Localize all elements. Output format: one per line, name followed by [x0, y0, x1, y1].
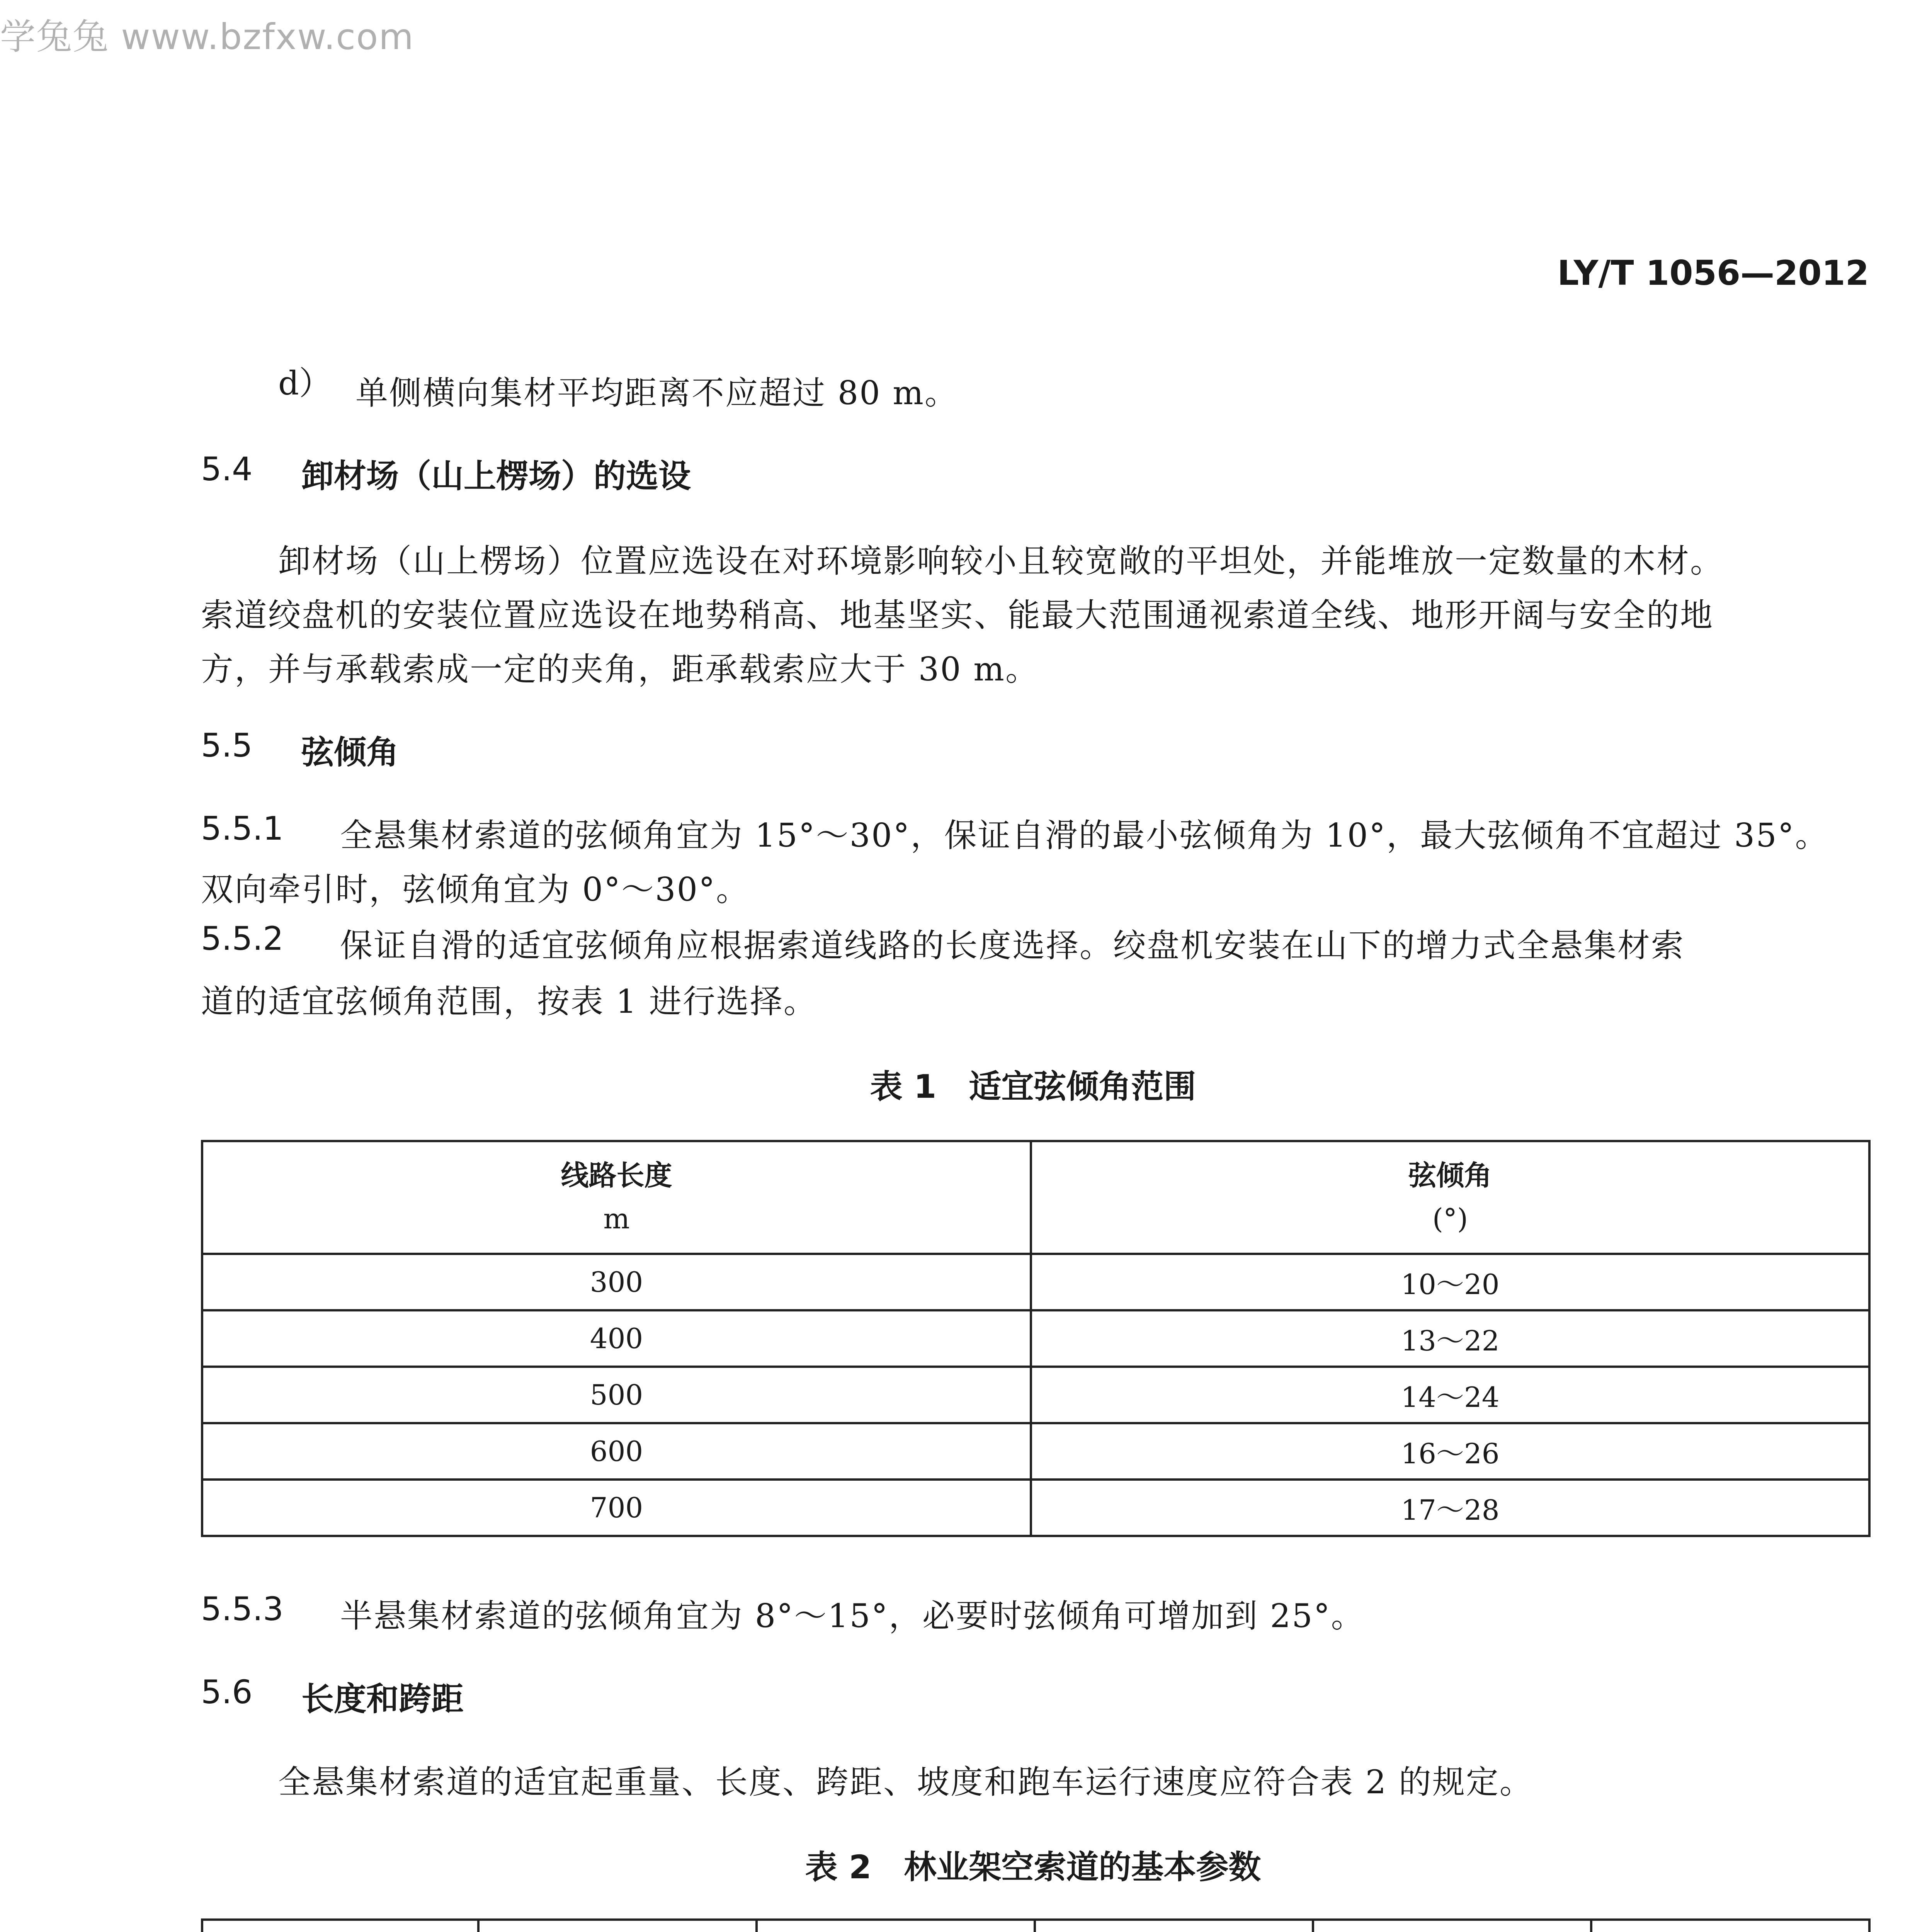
table-cell: 16～26 [1031, 1423, 1869, 1480]
table-2-header-speed [1591, 1920, 1869, 1932]
section-5-6-number: 5.6 [201, 1673, 253, 1711]
section-5-4-line-3: 方，并与承载索成一定的夹角，距承载索应大于 30 m。 [201, 650, 1039, 688]
table-cell: 10～20 [1031, 1254, 1869, 1310]
table-2-header-length [757, 1920, 1035, 1932]
table-cell: 300 [202, 1254, 1031, 1310]
table-2-caption: 表 2 林业架空索道的基本参数 [805, 1848, 1261, 1886]
table-2-header-slope [1313, 1920, 1591, 1932]
section-5-6-title: 长度和跨距 [301, 1680, 464, 1718]
table-1 [201, 1140, 1871, 1537]
table-cell: 400 [202, 1310, 1031, 1367]
header-name: 弦倾角 [1408, 1159, 1492, 1192]
table-1-header-angle [1031, 1141, 1869, 1254]
section-5-5-title: 弦倾角 [301, 733, 399, 771]
table-1-header-length [202, 1141, 1031, 1254]
document-number: LY/T 1056—2012 [1557, 253, 1869, 293]
section-5-5-1-number: 5.5.1 [201, 810, 284, 847]
item-d-text: 单侧横向集材平均距离不应超过 80 m。 [355, 374, 958, 412]
header-unit: m [603, 1202, 630, 1235]
section-5-5-2-number: 5.5.2 [201, 920, 284, 957]
table-cell: 600 [202, 1423, 1031, 1480]
section-5-5-3-number: 5.5.3 [201, 1590, 284, 1628]
section-5-5-1-line-1: 全悬集材索道的弦倾角宜为 15°～30°，保证自滑的最小弦倾角为 10°，最大弦倾角不宜超过 35°。 [340, 816, 1829, 854]
section-5-5-2-line-2: 道的适宜弦倾角范围，按表 1 进行选择。 [201, 983, 817, 1020]
header-unit: (°) [1432, 1202, 1468, 1235]
table-1-header-row [202, 1141, 1869, 1254]
table-1-caption: 表 1 适宜弦倾角范围 [870, 1068, 1196, 1105]
table-row [202, 1310, 1869, 1367]
table-2-header-type [202, 1920, 478, 1932]
header-name: 线路长度 [561, 1159, 672, 1192]
section-5-5-number: 5.5 [201, 726, 253, 764]
section-5-5-1-line-2: 双向牵引时，弦倾角宜为 0°～30°。 [201, 871, 750, 908]
item-d-label: d） [278, 364, 332, 402]
table-2 [201, 1918, 1871, 1932]
section-5-5-2-line-1: 保证自滑的适宜弦倾角应根据索道线路的长度选择。绞盘机安装在山下的增力式全悬集材索 [340, 927, 1685, 964]
section-5-5-3-text: 半悬集材索道的弦倾角宜为 8°～15°，必要时弦倾角可增加到 25°。 [340, 1597, 1365, 1635]
table-cell: 13～22 [1031, 1310, 1869, 1367]
section-5-6-text: 全悬集材索道的适宜起重量、长度、跨距、坡度和跑车运行速度应符合表 2 的规定。 [278, 1763, 1533, 1801]
table-2-header-row [202, 1920, 1869, 1932]
section-5-4-title: 卸材场（山上楞场）的选设 [301, 457, 691, 495]
table-cell: 500 [202, 1367, 1031, 1423]
section-5-4-line-2: 索道绞盘机的安装位置应选设在地势稍高、地基坚实、能最大范围通视索道全线、地形开阔与安全的地 [201, 596, 1714, 634]
table-cell: 14～24 [1031, 1367, 1869, 1423]
table-row [202, 1367, 1869, 1423]
table-row [202, 1423, 1869, 1480]
table-cell: 700 [202, 1480, 1031, 1536]
table-cell: 17～28 [1031, 1480, 1869, 1536]
table-2-header-load [478, 1920, 757, 1932]
table-row [202, 1254, 1869, 1310]
table-2-header-span [1035, 1920, 1313, 1932]
watermark: 学兔兔 www.bzfxw.com [0, 16, 414, 58]
section-5-4-number: 5.4 [201, 450, 253, 488]
table-row [202, 1480, 1869, 1536]
section-5-4-line-1: 卸材场（山上楞场）位置应选设在对环境影响较小且较宽敞的平坦处，并能堆放一定数量的木材。 [278, 542, 1724, 580]
